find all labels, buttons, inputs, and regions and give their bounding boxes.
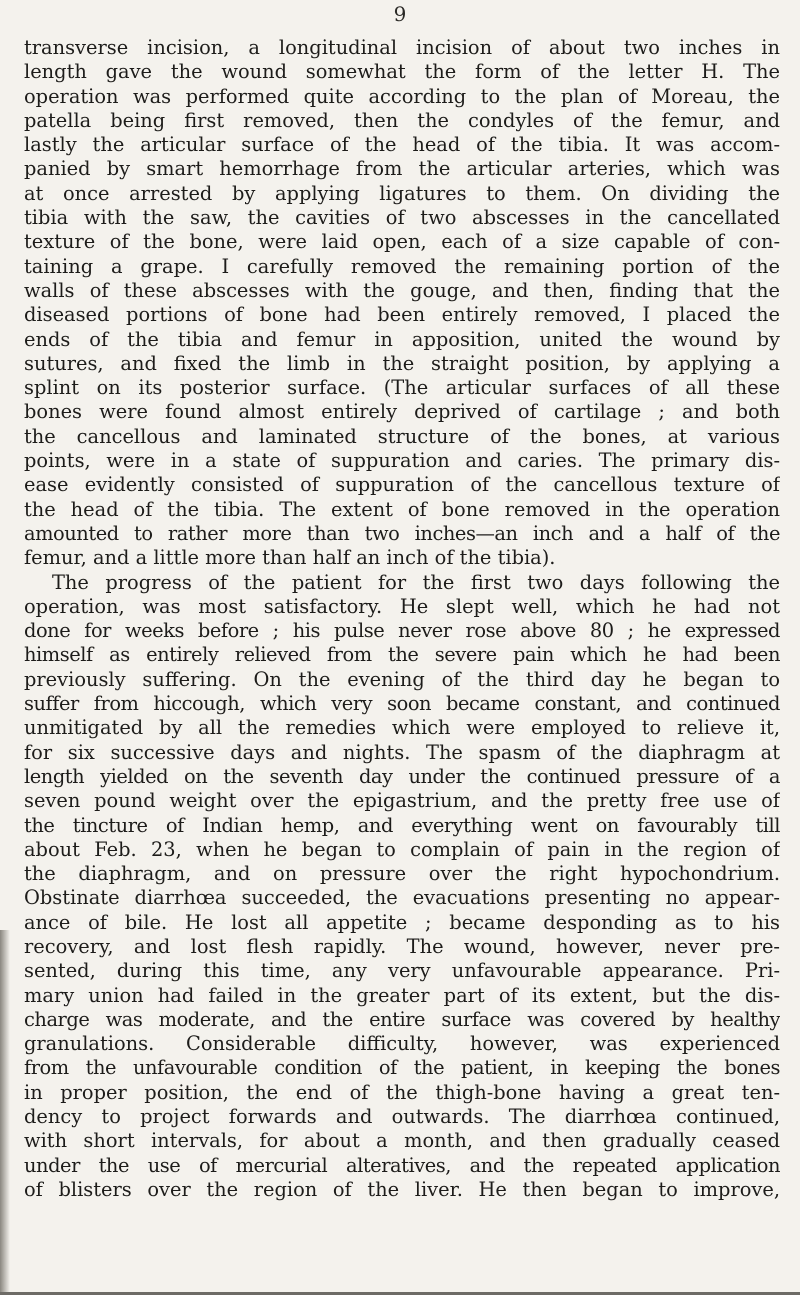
text-line: transverse incision, a longitudinal incision of about two inches in: [24, 36, 780, 59]
text-line: ease evidently consisted of suppuration of the cancellous texture of: [24, 473, 780, 497]
text-line: splint on its posterior surface. (The articular surfaces of all these: [24, 376, 780, 400]
text-line: Obstinate diarrhœa succeeded, the evacuations presenting no appear-: [24, 886, 780, 910]
text-line: in proper position, the end of the thigh-bone having a great ten-: [24, 1080, 780, 1104]
text-line: panied by smart hemorrhage from the articular arteries, which was: [24, 157, 780, 181]
text-line: bones were found almost entirely deprived of cartilage ; and both: [24, 400, 780, 424]
text-line: charge was moderate, and the entire surface was covered by healthy: [24, 1007, 780, 1031]
body-text: [24, 36, 780, 1202]
text-line: himself as entirely relieved from the severe pain which he had been: [24, 643, 780, 667]
text-line: sented, during this time, any very unfavourable appearance. Pri-: [24, 959, 780, 983]
text-line: mary union had failed in the greater part of its extent, but the dis-: [24, 983, 780, 1007]
text-line: ends of the tibia and femur in apposition, united the wound by: [24, 327, 780, 351]
text-line: taining a grape. I carefully removed the remaining portion of the: [24, 254, 780, 278]
text-line: the head of the tibia. The extent of bone removed in the operation: [24, 497, 780, 521]
text-line: sutures, and fixed the limb in the straight position, by applying a: [24, 351, 780, 375]
text-line: seven pound weight over the epigastrium, and the pretty free use of: [24, 789, 780, 813]
text-line: length gave the wound somewhat the form of the letter H. The: [24, 60, 780, 84]
text-line: ance of bile. He lost all appetite ; became desponding as to his: [24, 910, 780, 934]
text-line: with short intervals, for about a month, and then gradually ceased: [24, 1129, 780, 1153]
text-line: the diaphragm, and on pressure over the right hypochondrium.: [24, 862, 780, 886]
text-line: at once arrested by applying ligatures to them. On dividing the: [24, 181, 780, 205]
text-line: of blisters over the region of the liver. He then began to improve,: [24, 1177, 780, 1201]
text-line: suffer from hiccough, which very soon became constant, and continued: [24, 692, 780, 716]
text-line: walls of these abscesses with the gouge, and then, finding that the: [24, 278, 780, 302]
text-line: from the unfavourable condition of the patient, in keeping the bones: [24, 1056, 780, 1080]
text-line: amounted to rather more than two inches—an inch and a half of the: [24, 521, 780, 545]
paragraph-end-line: femur, and a little more than half an inch of the tibia).: [24, 546, 556, 570]
text-line: unmitigated by all the remedies which were employed to relieve it,: [24, 716, 780, 740]
text-line: diseased portions of bone had been entirely removed, I placed the: [24, 303, 780, 327]
text-line: recovery, and lost flesh rapidly. The wound, however, never pre-: [24, 934, 780, 958]
text-line: operation, was most satisfactory. He slept well, which he had not: [24, 594, 780, 618]
page-number: 9: [393, 2, 407, 26]
page-edge-shadow: [0, 930, 10, 1295]
text-line: for six successive days and nights. The spasm of the diaphragm at: [24, 740, 780, 764]
text-line: lastly the articular surface of the head of the tibia. It was accom-: [24, 133, 780, 157]
text-line: the tincture of Indian hemp, and everything went on favourably till: [24, 813, 780, 837]
text-line: tibia with the saw, the cavities of two abscesses in the cancellated: [24, 206, 780, 230]
text-line: points, were in a state of suppuration and caries. The primary dis-: [24, 449, 780, 473]
text-line: under the use of mercurial alteratives, and the repeated application: [24, 1153, 780, 1177]
text-line: previously suffering. On the evening of the third day he began to: [24, 667, 780, 691]
text-line: length yielded on the seventh day under the continued pressure of a: [24, 764, 780, 788]
text-line: patella being first removed, then the condyles of the femur, and: [24, 108, 780, 132]
text-line: texture of the bone, were laid open, each of a size capable of con-: [24, 230, 780, 254]
text-line: dency to project forwards and outwards. The diarrhœa continued,: [24, 1105, 780, 1129]
text-line: granulations. Considerable difficulty, however, was experienced: [24, 1032, 780, 1056]
text-line: operation was performed quite according to the plan of Moreau, the: [24, 84, 780, 108]
text-line: the cancellous and laminated structure of the bones, at various: [24, 424, 780, 448]
text-line: about Feb. 23, when he began to complain of pain in the region of: [24, 837, 780, 861]
paragraph-start-line: The progress of the patient for the first two days following the: [52, 570, 780, 594]
text-line: done for weeks before ; his pulse never rose above 80 ; he expressed: [24, 619, 780, 643]
